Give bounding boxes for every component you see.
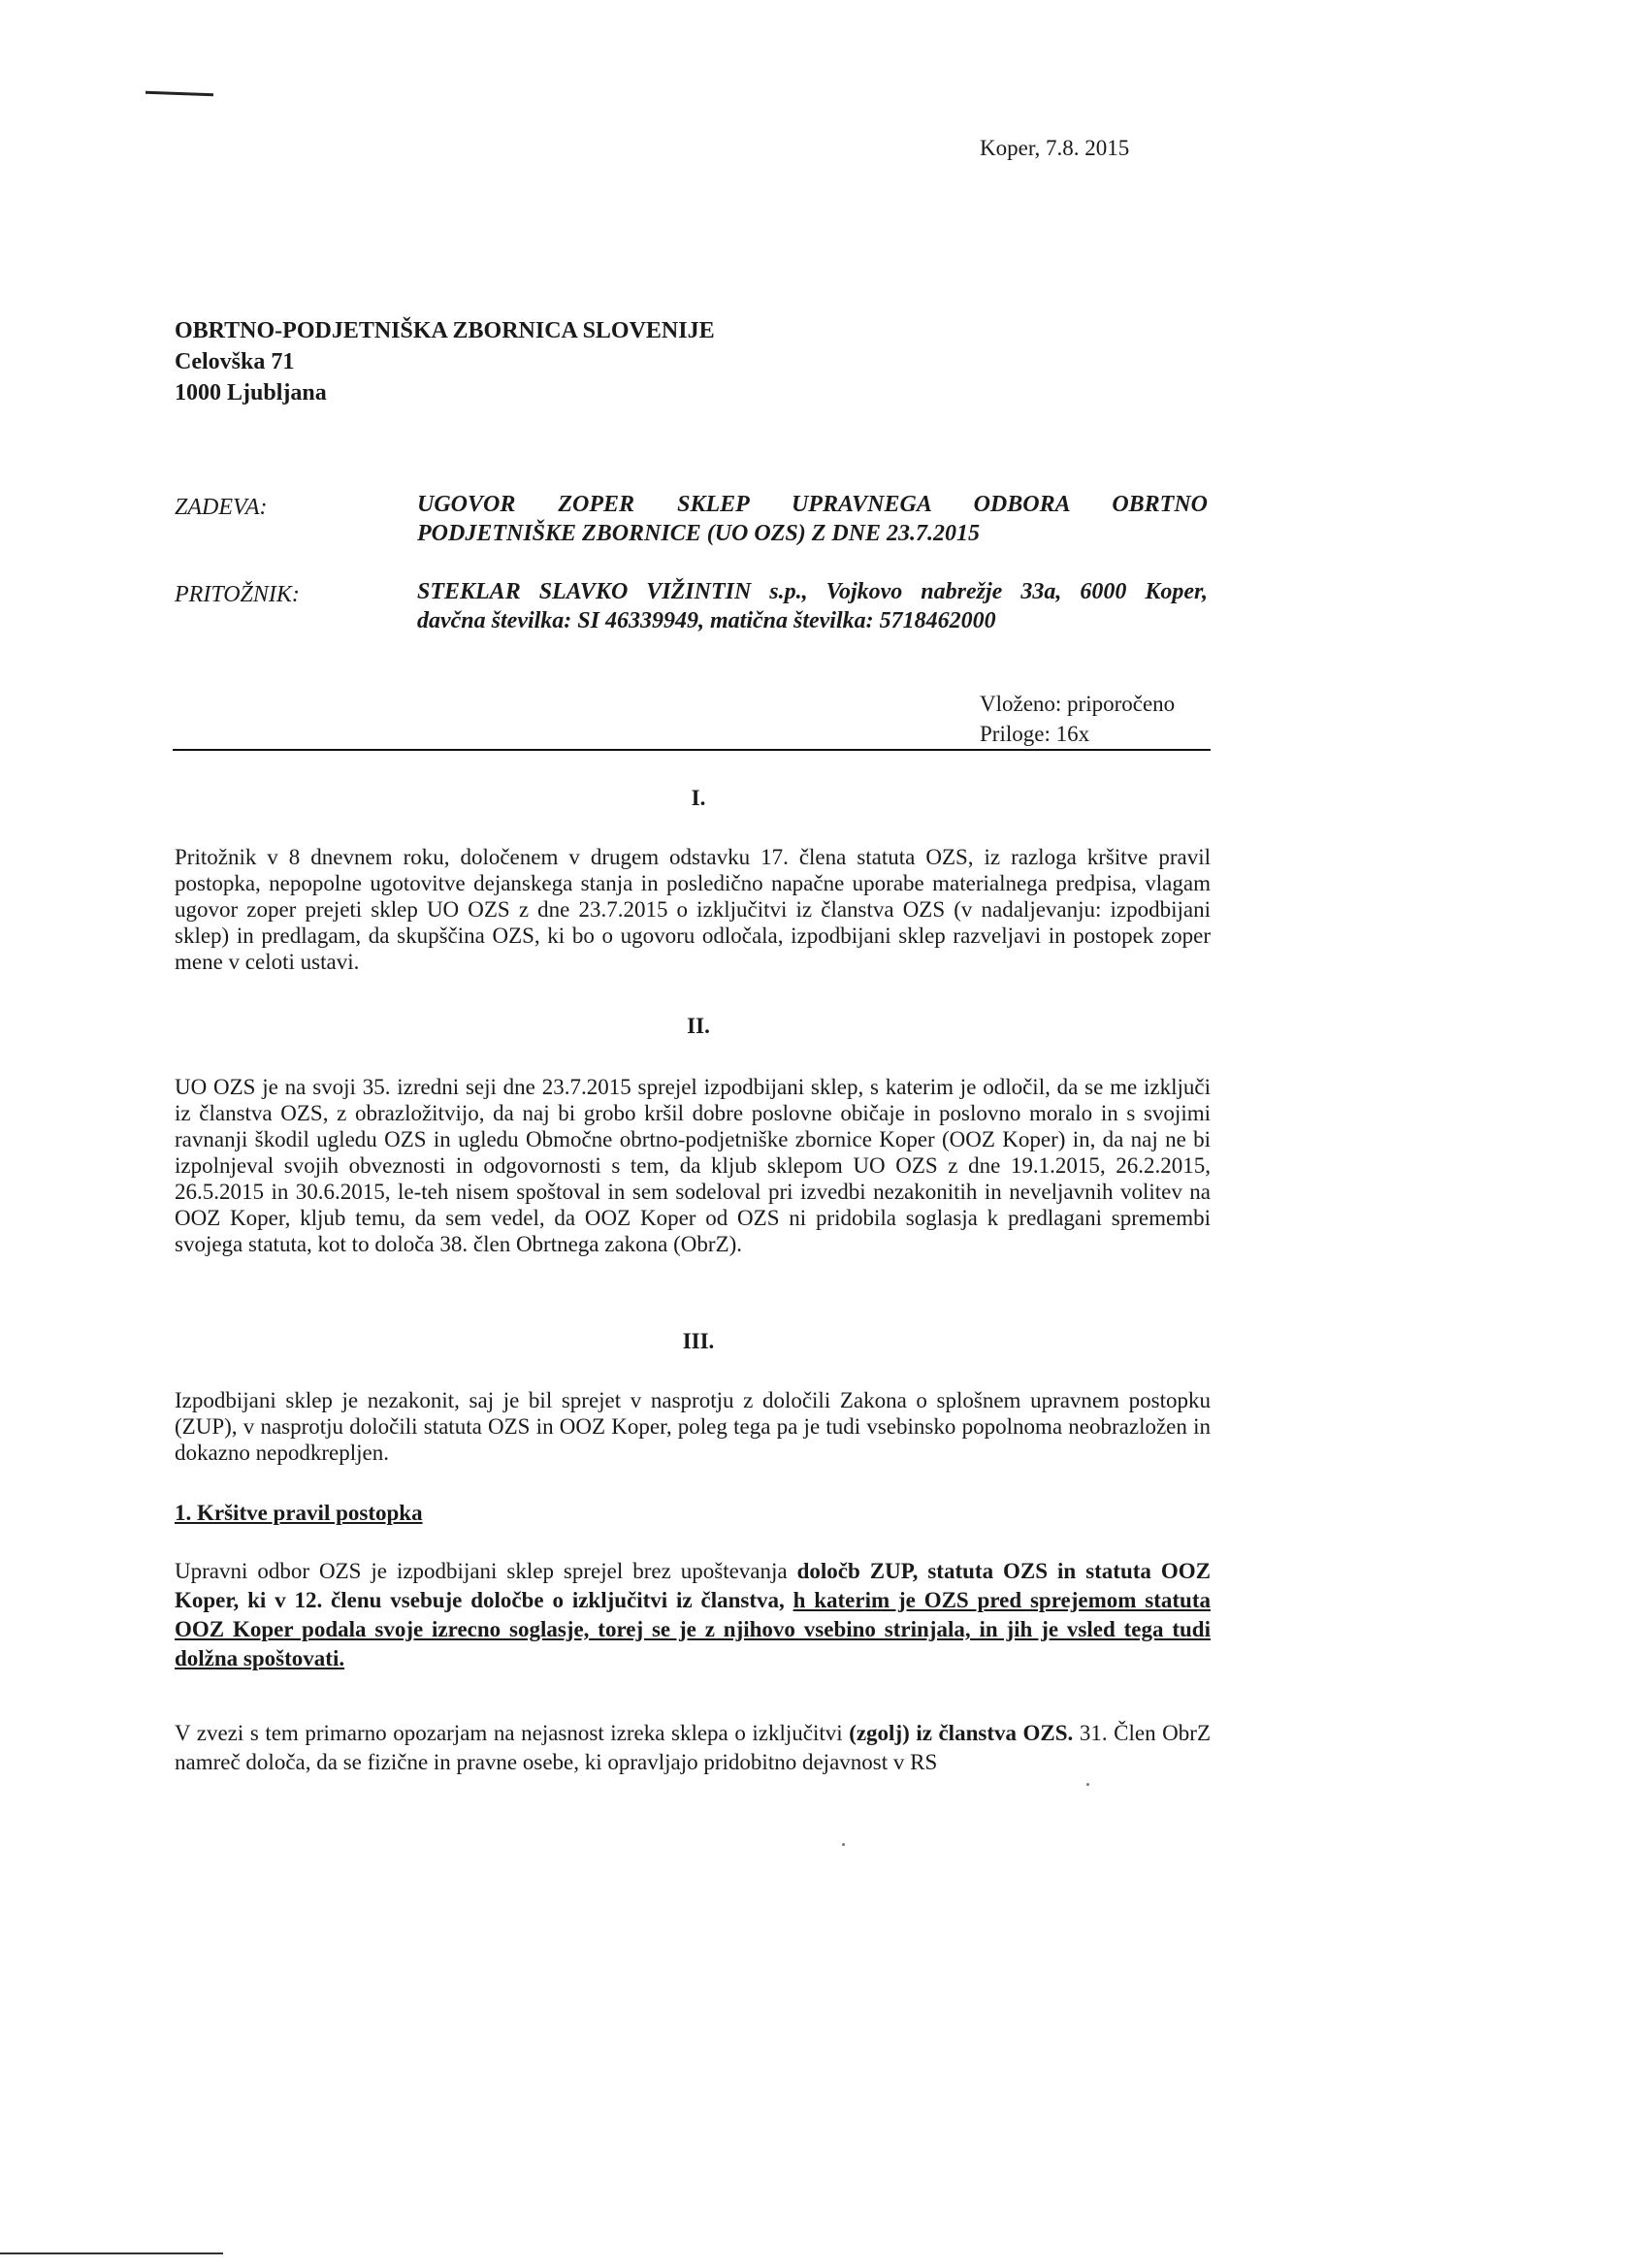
- header-divider: [173, 749, 1211, 751]
- section-heading-3: III.: [682, 1329, 715, 1353]
- attachments-count: Priloge: 16x: [980, 722, 1090, 746]
- subject-line-2: PODJETNIŠKE ZBORNICE (UO OZS) Z DNE 23.7.2015: [417, 521, 981, 546]
- paragraph-5: [175, 1719, 1211, 1777]
- paragraph-4: [175, 1557, 1211, 1673]
- delivery-info: [980, 689, 1175, 749]
- recipient-street: Celovška 71: [175, 349, 295, 374]
- scan-speck: [842, 1843, 845, 1846]
- paragraph-1: Pritožnik v 8 dnevnem roku, določenem v drugem odstavku 17. člena statuta OZS, iz razloga kršitve pravil postopka, nepopolne ugotovitve dejanskega stanja in posledično napačne uporabe materialnega predpisa, vlagam ugovor zoper prejeti sklep UO OZS z dne 23.7.2015 o izključitvi iz članstva OZS (v nadaljevanju: izpodbijani sklep) in predlagam, da skupščina OZS, ki bo o ugovoru odločala, izpodbijani sklep razveljavi in postopek zoper mene v celoti ustavi.: [175, 845, 1211, 974]
- paragraph-5-part-c: 31. Člen ObrZ namreč določa, da se fizične in pravne osebe, ki opravljajo pridobitno dejavnost v RS: [175, 1721, 1211, 1774]
- paragraph-5-part-b: (zgolj) iz članstva OZS.: [849, 1721, 1074, 1745]
- paragraph-5-part-a: V zvezi s tem primarno opozarjam na nejasnost izreka sklepa o izključitvi: [175, 1721, 850, 1745]
- section-heading-1: I.: [691, 786, 706, 810]
- complainant-line-1: STEKLAR SLAVKO VIŽINTIN s.p., Vojkovo nabrežje 33a, 6000 Koper,: [417, 579, 1208, 604]
- paragraph-4-part-b: določb ZUP, statuta OZS in statuta OOZ Koper, ki v 12. členu vsebuje določbe o izključitvi iz članstva,: [175, 1559, 1212, 1612]
- scan-speck: [1086, 1783, 1089, 1786]
- paragraph-4-part-a: Upravni odbor OZS je izpodbijani sklep sprejel brez upoštevanja: [175, 1559, 797, 1583]
- subject-label: ZADEVA:: [175, 495, 268, 520]
- recipient-city: 1000 Ljubljana: [175, 380, 327, 405]
- paragraph-3: Izpodbijani sklep je nezakonit, saj je bil sprejet v nasprotju z določili Zakona o splošnem upravnem postopku (ZUP), v nasprotju določili statuta OZS in OOZ Koper, poleg tega pa je tudi vsebinsko popolnoma neobrazložen in dokazno nepodkrepljen.: [175, 1388, 1211, 1465]
- scan-edge-mark: [0, 2252, 223, 2254]
- scan-mark: [146, 91, 213, 96]
- section-heading-2: II.: [687, 1014, 710, 1038]
- document-date: Koper, 7.8. 2015: [980, 136, 1130, 160]
- subheading-violations: 1. Kršitve pravil postopka: [175, 1501, 423, 1525]
- paragraph-2: UO OZS je na svoji 35. izredni seji dne 23.7.2015 sprejel izpodbijani sklep, s katerim je odločil, da se me izključi iz članstva OZS, z obrazložitvijo, da naj bi grobo kršil dobre poslovne običaje in poslovno moralo in s svojimi ravnanji škodil ugledu OZS in ugledu Območne obrtno-podjetniške zbornice Koper (OOZ Koper) in, da naj ne bi izpolnjeval svojih obveznosti in odgovornosti s tem, da kljub sklepom UO OZS z dne 19.1.2015, 26.2.2015, 26.5.2015 in 30.6.2015, le-teh nisem spoštoval in sem sodeloval pri izvedbi nezakonitih in neveljavnih volitev na OOZ Koper, kljub temu, da sem vedel, da OOZ Koper od OZS ni pridobila soglasja k predlagani spremembi svojega statuta, kot to določa 38. člen Obrtnega zakona (ObrZ).: [175, 1075, 1211, 1256]
- paragraph-4-part-c: h katerim je OZS pred sprejemom statuta OOZ Koper podala svoje izrecno soglasje, torej se je z njihovo vsebino strinjala, in jih je vsled tega tudi dolžna spoštovati.: [175, 1588, 1211, 1670]
- subject-line-1: UGOVOR ZOPER SKLEP UPRAVNEGA ODBORA OBRTNO: [417, 492, 1208, 517]
- recipient-address: [175, 315, 715, 408]
- delivery-method: Vloženo: priporočeno: [980, 692, 1176, 716]
- complainant-line-2: davčna številka: SI 46339949, matična številka: 5718462000: [417, 608, 996, 633]
- recipient-name: OBRTNO-PODJETNIŠKA ZBORNICA SLOVENIJE: [175, 318, 715, 343]
- complainant-label: PRITOŽNIK:: [175, 582, 300, 607]
